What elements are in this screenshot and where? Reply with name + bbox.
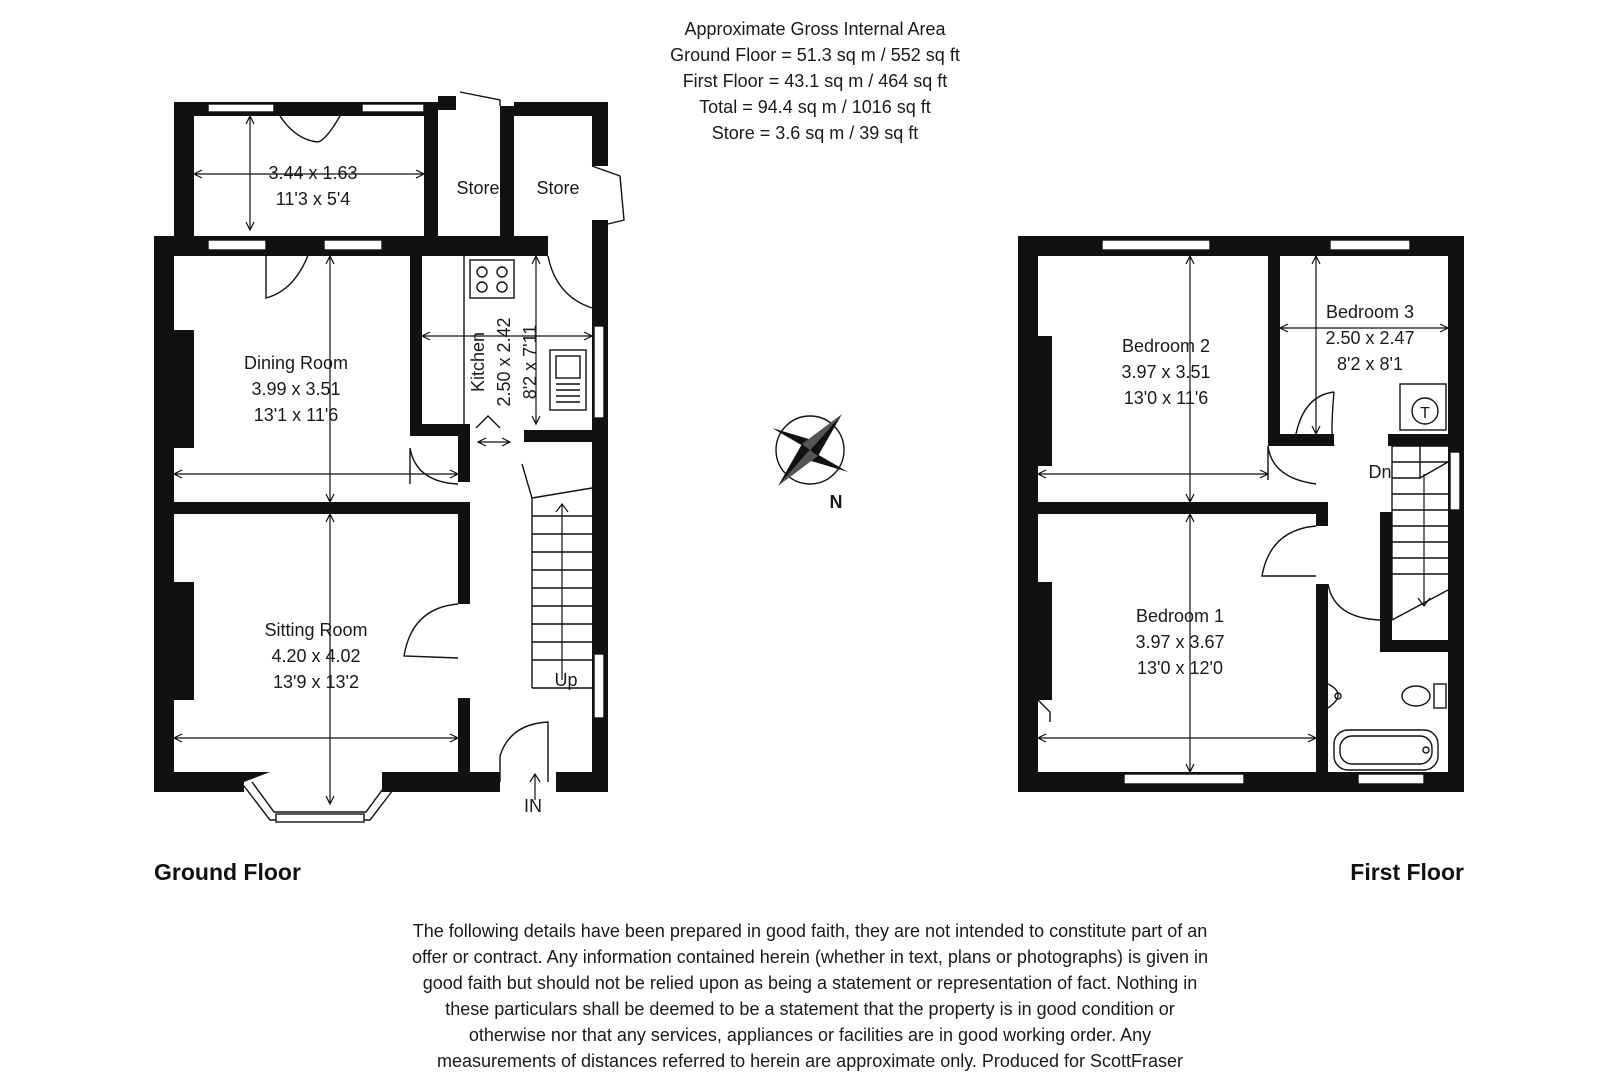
bedroom-2-metric: 3.97 x 3.51 [1121, 362, 1211, 382]
disclaimer-line: The following details have been prepared in good faith, they are not intended to constitute part of an [412, 921, 1208, 941]
sitting-room-imperial: 13'9 x 13'2 [273, 672, 359, 692]
first-floor-labels [1121, 302, 1464, 885]
disclaimer [360, 918, 1260, 1074]
store-1-label: Store [456, 178, 500, 198]
bedroom-3-metric: 2.50 x 2.47 [1325, 328, 1415, 348]
area-first-floor: First Floor = 43.1 sq m / 464 sq ft [682, 71, 948, 91]
dining-room-name: Dining Room [243, 353, 349, 373]
sitting-room-name: Sitting Room [264, 620, 368, 640]
bedroom-2-name: Bedroom 2 [1121, 336, 1211, 356]
ground-floor-plan [154, 92, 624, 822]
bedroom-3-name: Bedroom 3 [1325, 302, 1415, 322]
disclaimer-line: measurements of distances referred to herein are approximate only. Produced for ScottFraser [436, 1051, 1184, 1071]
dining-room-imperial: 13'1 x 11'6 [253, 405, 339, 425]
disclaimer-line: these particulars shall be deemed to be a statement that the property is in good condition or [445, 999, 1175, 1019]
disclaimer-line: offer or contract. Any information contained herein (whether in text, plans or photographs) is given in [411, 947, 1209, 967]
first-floor-title: First Floor [1350, 859, 1464, 885]
compass-rose [772, 414, 848, 486]
compass-north-label: N [829, 492, 843, 512]
ground-floor-title: Ground Floor [154, 859, 301, 885]
bedroom-1-imperial: 13'0 x 12'0 [1137, 658, 1223, 678]
store-2-label: Store [536, 178, 580, 198]
disclaimer-line: good faith but should not be relied upon as being a statement or representation of fact. Nothing in [422, 973, 1198, 993]
area-store: Store = 3.6 sq m / 39 sq ft [711, 123, 919, 143]
stairs-down-label: Dn [1368, 462, 1392, 482]
disclaimer-line: otherwise nor that any services, appliances or facilities are in good working order. Any [468, 1025, 1152, 1045]
conservatory-metric: 3.44 x 1.63 [268, 163, 358, 183]
bedroom-2-imperial: 13'0 x 11'6 [1123, 388, 1209, 408]
kitchen-metric: 2.50 x 2.42 [494, 317, 514, 407]
area-ground-floor: Ground Floor = 51.3 sq m / 552 sq ft [670, 45, 960, 65]
entrance-label: IN [524, 796, 542, 816]
tank-label: T [1420, 405, 1430, 422]
sitting-room-metric: 4.20 x 4.02 [271, 646, 361, 666]
kitchen-name: Kitchen [468, 331, 488, 393]
area-total: Total = 94.4 sq m / 1016 sq ft [699, 97, 931, 117]
bedroom-3-imperial: 8'2 x 8'1 [1337, 354, 1403, 374]
bedroom-1-metric: 3.97 x 3.67 [1135, 632, 1225, 652]
bedroom-1-name: Bedroom 1 [1135, 606, 1225, 626]
conservatory-imperial: 11'3 x 5'4 [275, 189, 351, 209]
stairs-up-label: Up [554, 670, 578, 690]
dining-room-metric: 3.99 x 3.51 [251, 379, 341, 399]
area-heading: Approximate Gross Internal Area [684, 19, 946, 39]
kitchen-imperial: 8'2 x 7'11 [520, 324, 540, 400]
